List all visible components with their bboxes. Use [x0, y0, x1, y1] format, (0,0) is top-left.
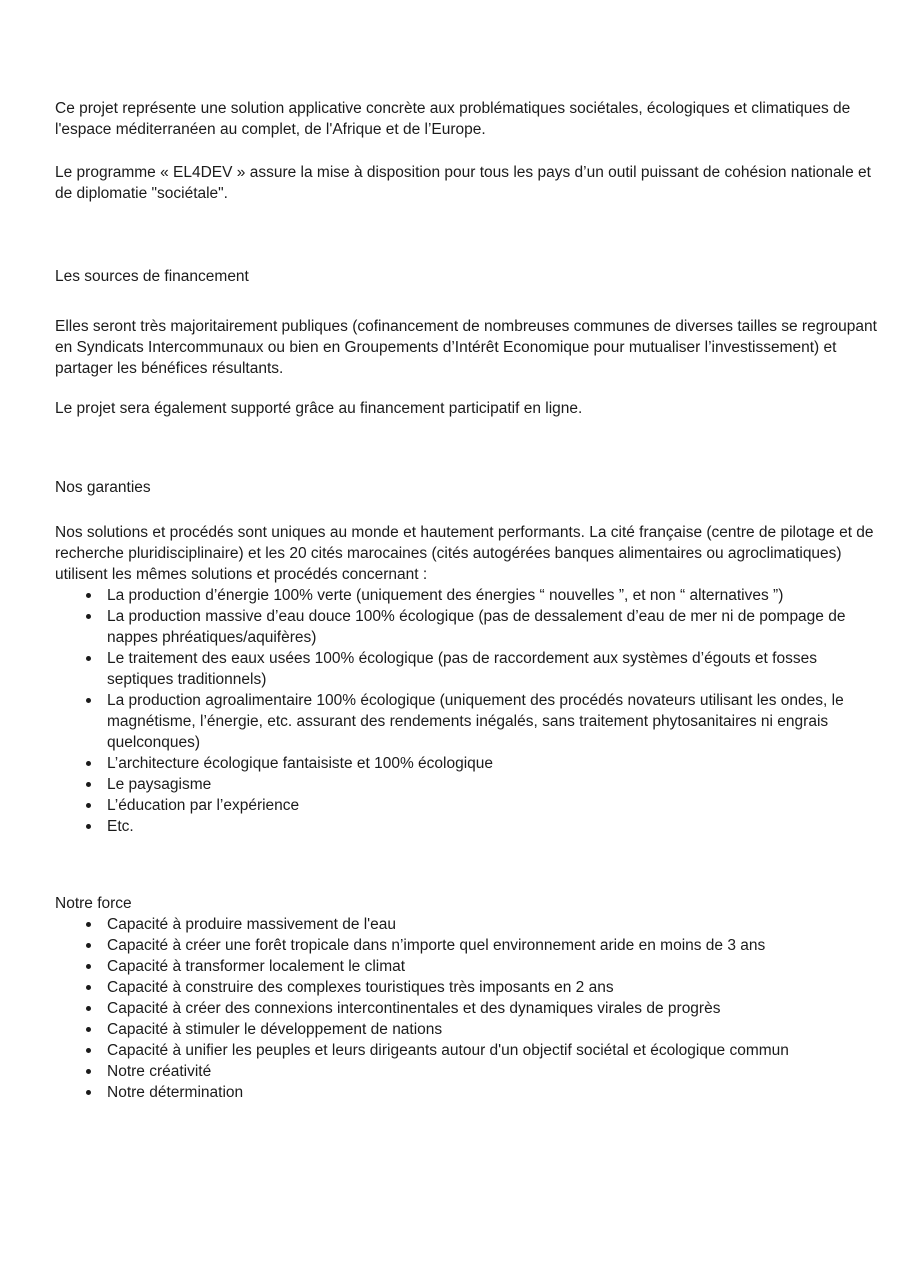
list-item	[55, 956, 850, 977]
list-item-text: La production massive d’eau douce 100% écologique (pas de dessalement d’eau de mer ni de pompage de nappes phréatiques/aquifères)	[107, 608, 846, 646]
bullet-marker	[86, 824, 91, 829]
list-item-text: Capacité à créer des connexions intercontinentales et des dynamiques virales de progrès	[107, 1000, 721, 1017]
list-item-text: La production d’énergie 100% verte (uniquement des énergies “ nouvelles ”, et non “ alternatives ”)	[107, 587, 784, 604]
list-item	[55, 1061, 850, 1082]
list-item	[55, 1040, 850, 1061]
list-item-text: Le traitement des eaux usées 100% écologique (pas de raccordement aux systèmes d’égouts et fosses septiques traditionnels)	[107, 650, 817, 688]
paragraph-crowdfunding: Le projet sera également supporté grâce au financement participatif en ligne.	[55, 400, 583, 417]
bullet-marker	[86, 922, 91, 927]
list-item	[55, 816, 850, 837]
list-item-text: Capacité à produire massivement de l'eau	[107, 916, 397, 933]
list-item-text: Capacité à stimuler le développement de nations	[107, 1021, 443, 1038]
bullet-marker	[86, 964, 91, 969]
list-force	[55, 914, 850, 1103]
list-item	[55, 585, 850, 606]
list-garanties	[55, 585, 850, 837]
list-item-text: Etc.	[107, 818, 134, 835]
list-item-text: L’éducation par l’expérience	[107, 797, 300, 814]
list-item	[55, 914, 850, 935]
list-item-text: Capacité à créer une forêt tropicale dans n’importe quel environnement aride en moins de 3 ans	[107, 937, 766, 954]
bullet-marker	[86, 1006, 91, 1011]
bullet-marker	[86, 1048, 91, 1053]
bullet-marker	[86, 943, 91, 948]
list-item-text: Capacité à construire des complexes touristiques très imposants en 2 ans	[107, 979, 614, 996]
section-heading-financement: Les sources de financement	[55, 268, 249, 285]
bullet-marker	[86, 761, 91, 766]
list-item	[55, 774, 850, 795]
list-item	[55, 998, 850, 1019]
list-item-text: Capacité à transformer localement le climat	[107, 958, 406, 975]
list-item-text: L’architecture écologique fantaisiste et 100% écologique	[107, 755, 494, 772]
list-item	[55, 690, 850, 753]
list-item-text: Le paysagisme	[107, 776, 212, 793]
bullet-marker	[86, 985, 91, 990]
list-item	[55, 935, 850, 956]
list-item-text: Capacité à unifier les peuples et leurs dirigeants autour d'un objectif sociétal et écologique commun	[107, 1042, 789, 1059]
list-item	[55, 1019, 850, 1040]
paragraph-project: Ce projet représente une solution applicative concrète aux problématiques sociétales, écologiques et climatiques de l'espace méditerranéen au complet, de l'Afrique et de l’Europe.	[55, 100, 851, 138]
paragraph-programme: Le programme « EL4DEV » assure la mise à disposition pour tous les pays d’un outil puissant de cohésion nationale et de diplomatie "sociétale".	[55, 164, 871, 202]
list-item-text: Notre créativité	[107, 1063, 212, 1080]
bullet-marker	[86, 698, 91, 703]
bullet-marker	[86, 593, 91, 598]
bullet-marker	[86, 1027, 91, 1032]
list-item-text: La production agroalimentaire 100% écologique (uniquement des procédés novateurs utilisant les ondes, le magnétisme, l’énergie, etc. assurant des rendements inégalés, sans traitement phytosanitaires ni engrais quelconques)	[107, 692, 844, 751]
list-item	[55, 753, 850, 774]
list-item	[55, 1082, 850, 1103]
bullet-marker	[86, 803, 91, 808]
list-item	[55, 977, 850, 998]
list-item	[55, 795, 850, 816]
bullet-marker	[86, 614, 91, 619]
section-heading-garanties: Nos garanties	[55, 479, 151, 496]
bullet-marker	[86, 782, 91, 787]
bullet-marker	[86, 656, 91, 661]
list-item	[55, 606, 850, 648]
section-heading-force: Notre force	[55, 895, 132, 912]
bullet-marker	[86, 1090, 91, 1095]
list-item-text: Notre détermination	[107, 1084, 244, 1101]
bullet-marker	[86, 1069, 91, 1074]
list-item	[55, 648, 850, 690]
paragraph-solutions: Nos solutions et procédés sont uniques au monde et hautement performants. La cité française (centre de pilotage et de recherche pluridisciplinaire) et les 20 cités marocaines (cités autogérées banques alimentaires ou agroclimatiques) utilisent les mêmes solutions et procédés concernant :	[55, 524, 874, 583]
paragraph-sources: Elles seront très majoritairement publiques (cofinancement de nombreuses communes de diverses tailles se regroupant en Syndicats Intercommunaux ou bien en Groupements d’Intérêt Economique pour mutualiser l’investissement) et partager les bénéfices résultants.	[55, 318, 877, 377]
